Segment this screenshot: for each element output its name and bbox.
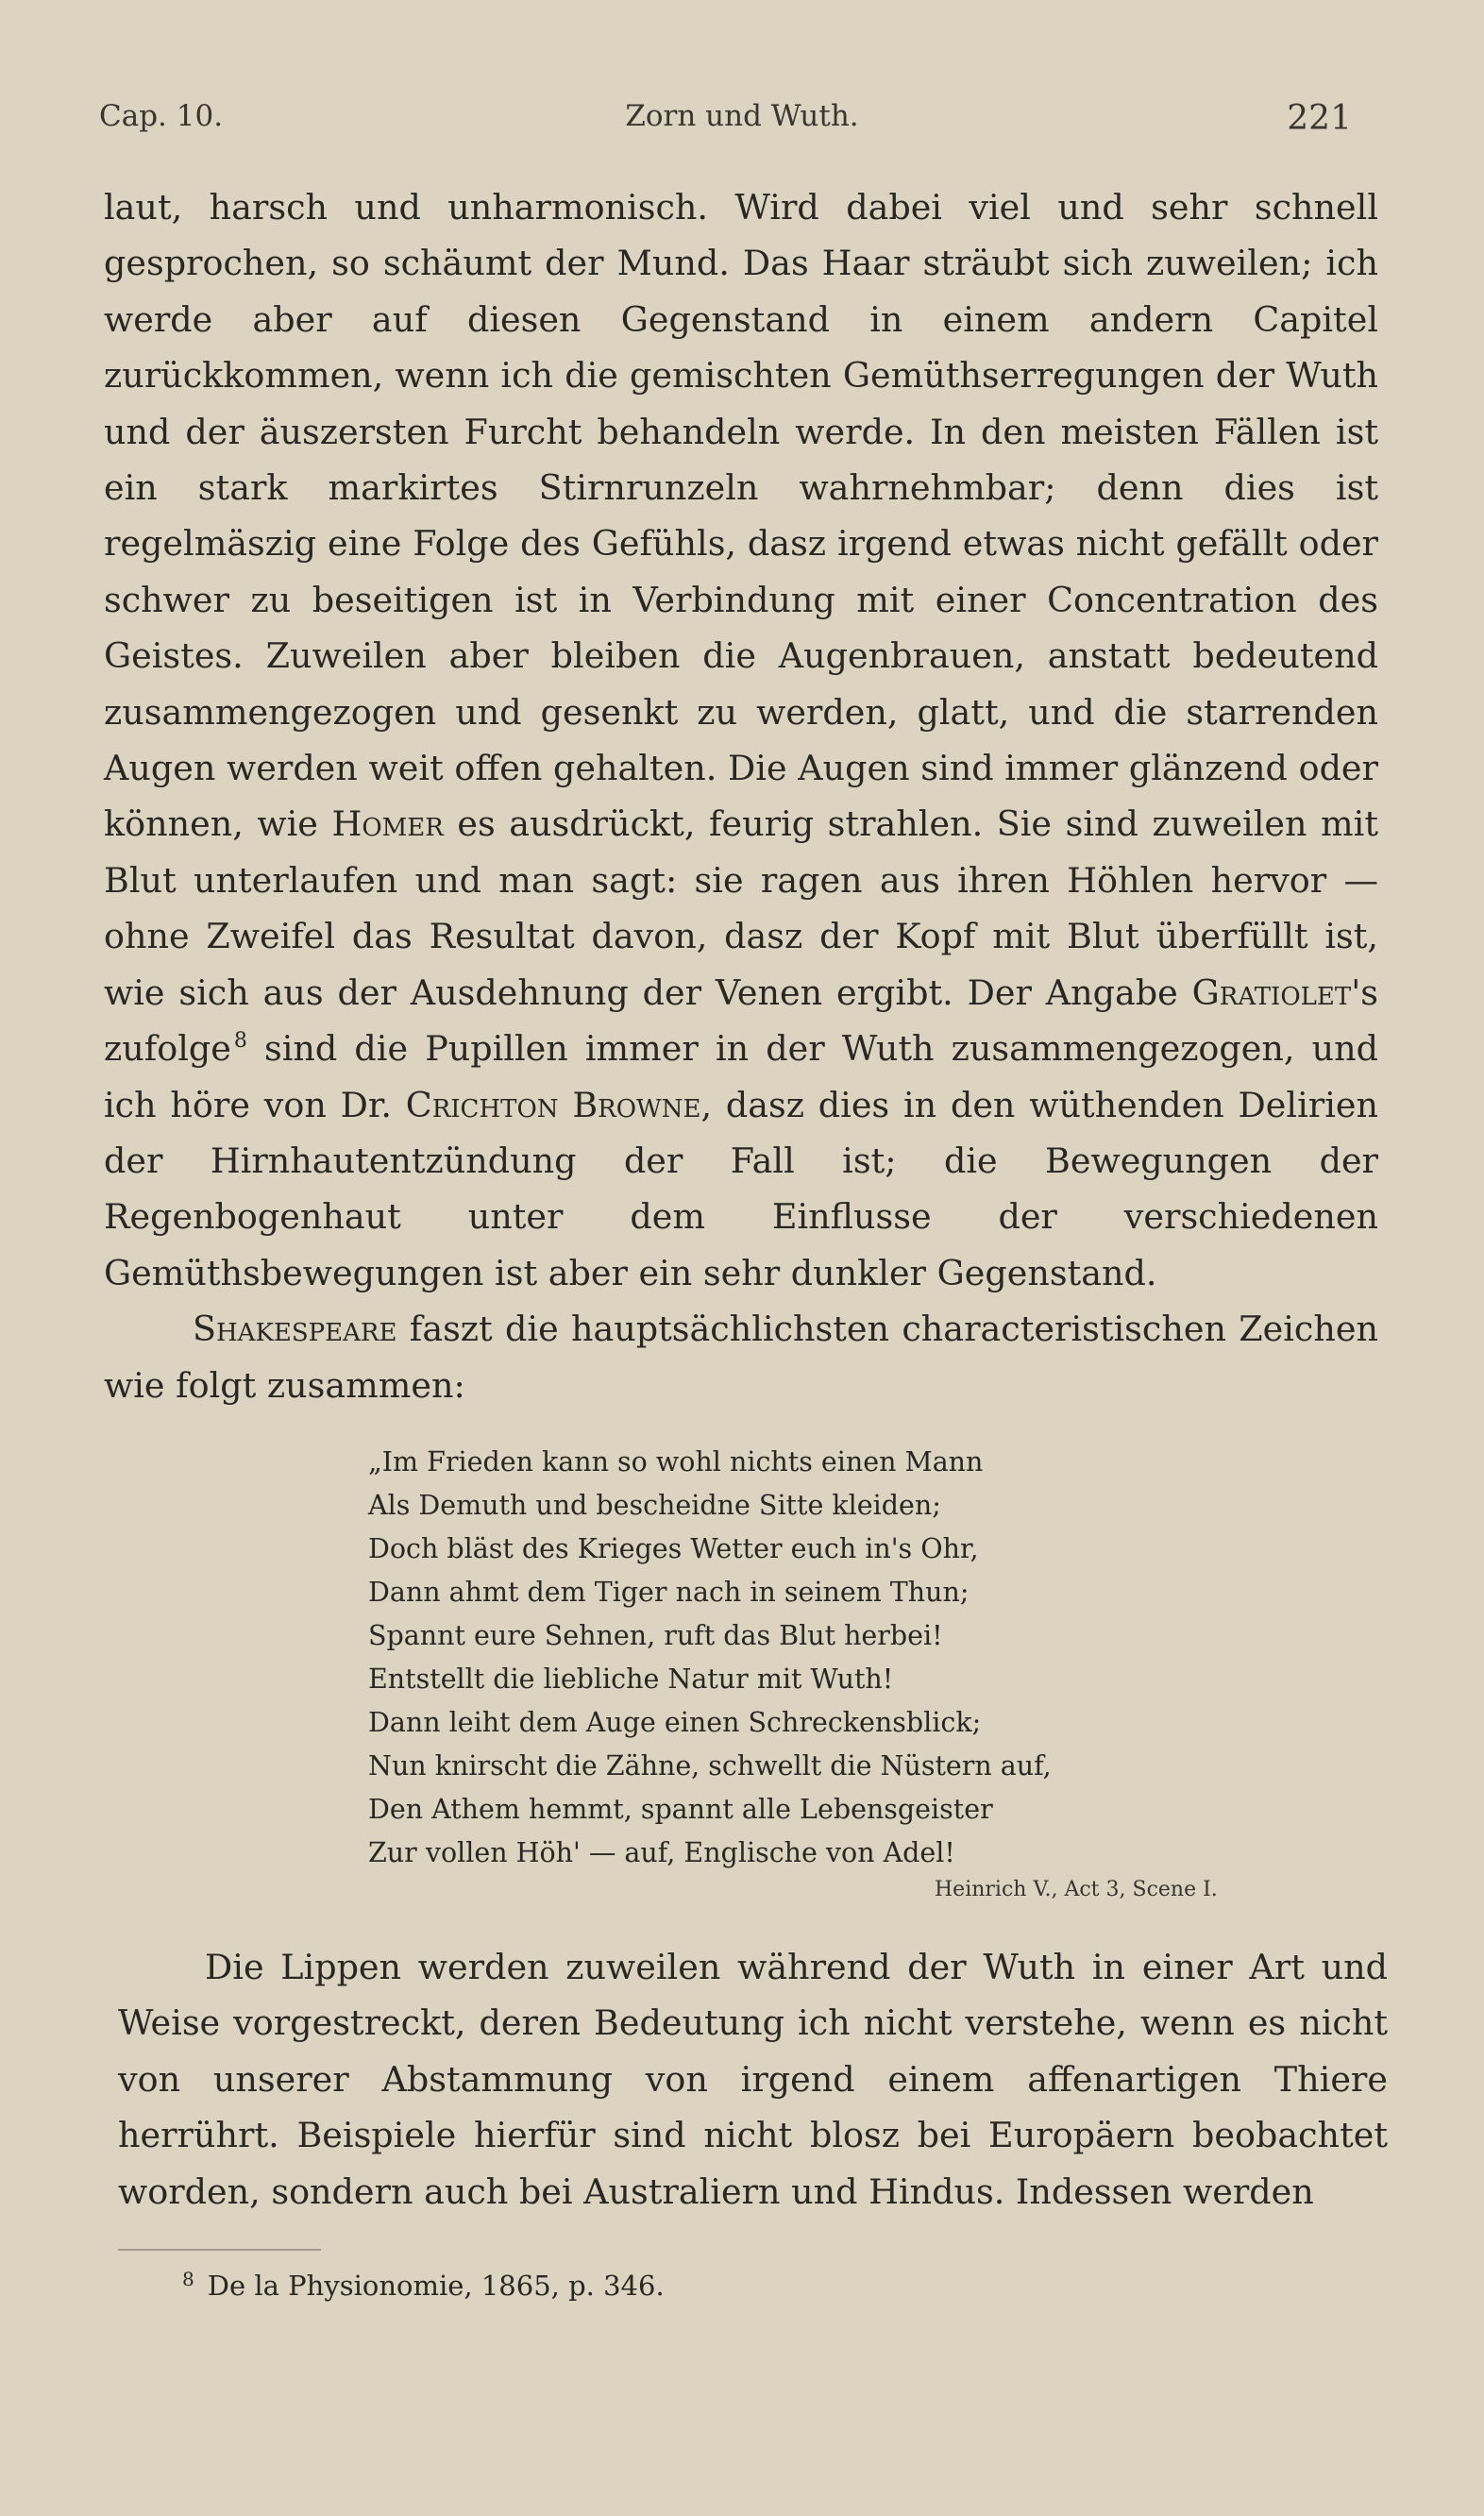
footnote-reference: 8 bbox=[233, 1029, 247, 1054]
paragraph-text: 's zufolge bbox=[104, 971, 1378, 1070]
poem-quotation bbox=[368, 1441, 1312, 1875]
page-number: 221 bbox=[1287, 99, 1352, 138]
poem-line: Spannt eure Sehnen, ruft das Blut herbei! bbox=[368, 1620, 943, 1651]
main-text bbox=[104, 179, 1378, 1413]
poem-source-citation: Heinrich V., Act 3, Scene I. bbox=[935, 1878, 1218, 1901]
poem-line: Doch bläst des Krieges Wetter euch in's Ohr, bbox=[368, 1533, 979, 1564]
paragraph-text: sind die Pupillen immer in der Wuth zusammengezogen, und ich höre von Dr. bbox=[104, 1028, 1378, 1125]
running-title: Zorn und Wuth. bbox=[625, 99, 859, 133]
poem-line: „Im Frieden kann so wohl nichts einen Mann bbox=[368, 1446, 984, 1478]
paragraph-text: faszt die hauptsächlichsten characteristischen Zeichen wie folgt zusammen: bbox=[104, 1309, 1378, 1406]
poem-line: Entstellt die liebliche Natur mit Wuth! bbox=[368, 1663, 894, 1695]
footnote-text: De la Physionomie, 1865, p. 346. bbox=[207, 2270, 665, 2302]
author-name-homer: Homer bbox=[331, 803, 444, 845]
paragraph-lips: Die Lippen werden zuweilen während der Wuth in einer Art und Weise vorgestreckt, deren Bedeutung ich nicht verstehe, wenn es nicht von unserer Abstammung von irgend einem affenartigen Thiere herrührt. Beispiele hierfür sind nicht blosz bei Europäern beobachtet worden, sondern auch bei Australiern und Hindus. Indessen werden bbox=[118, 1947, 1388, 2212]
paragraph-anger-expression bbox=[104, 179, 1378, 1301]
footnote-mark: 8 bbox=[182, 2268, 194, 2290]
author-name-gratiolet: Gratiolet bbox=[1191, 971, 1352, 1013]
poem-line: Als Demuth und bescheidne Sitte kleiden; bbox=[368, 1490, 941, 1521]
poem-line: Nun knirscht die Zähne, schwellt die Nüstern auf, bbox=[368, 1750, 1052, 1781]
paragraph-shakespeare-intro bbox=[104, 1301, 1378, 1413]
paragraph-text: es ausdrückt, feurig strahlen. Sie sind zuweilen mit Blut unterlaufen und man sagt: sie ragen aus ihren Höhlen hervor — ohne Zweifel das Resultat davon, dasz der Kopf mit Blut überfüllt ist, wie sich aus der Ausdehnung der Venen ergibt. Der Angabe bbox=[104, 803, 1378, 1013]
footnote-divider bbox=[118, 2249, 321, 2251]
poem-line: Den Athem hemmt, spannt alle Lebensgeister bbox=[368, 1794, 993, 1825]
author-name-shakespeare: Shakespeare bbox=[193, 1309, 397, 1350]
footnote bbox=[182, 2268, 665, 2302]
chapter-label: Cap. 10. bbox=[99, 99, 224, 133]
running-header bbox=[99, 99, 1385, 141]
poem-line: Zur vollen Höh' — auf, Englische von Adel! bbox=[368, 1837, 955, 1868]
poem-line: Dann ahmt dem Tiger nach in seinem Thun; bbox=[368, 1577, 970, 1608]
poem-line: Dann leiht dem Auge einen Schreckensblick; bbox=[368, 1707, 982, 1738]
author-name-crichton-browne: Crichton Browne bbox=[405, 1084, 701, 1125]
main-text-continued bbox=[118, 1939, 1388, 2220]
paragraph-text: , dasz dies in den wüthenden Delirien der Hirnhautentzündung der Fall ist; die Bewegungen der Regenbogenhaut unter dem Einflusse der verschiedenen Gemüthsbewegungen ist aber ein sehr dunkler Gegenstand. bbox=[104, 1084, 1378, 1293]
paragraph-text: laut, harsch und unharmonisch. Wird dabei viel und sehr schnell gesprochen, so schäumt der Mund. Das Haar sträubt sich zuweilen; ich werde aber auf diesen Gegenstand in einem andern Capitel zurückkommen, wenn ich die gemischten Gemüthserregungen der Wuth und der äuszersten Furcht behandeln werde. In den meisten Fällen ist ein stark markirtes Stirnrunzeln wahrnehmbar; denn dies ist regelmäszig eine Folge des Gefühls, dasz irgend etwas nicht gefällt oder schwer zu beseitigen ist in Verbindung mit einer Concentration des Geistes. Zuweilen aber bleiben die Augenbrauen, anstatt bedeutend zusammengezogen und gesenkt zu werden, glatt, und die starrenden Augen werden weit offen gehalten. Die Augen sind immer glänzend oder können, wie bbox=[104, 187, 1378, 845]
